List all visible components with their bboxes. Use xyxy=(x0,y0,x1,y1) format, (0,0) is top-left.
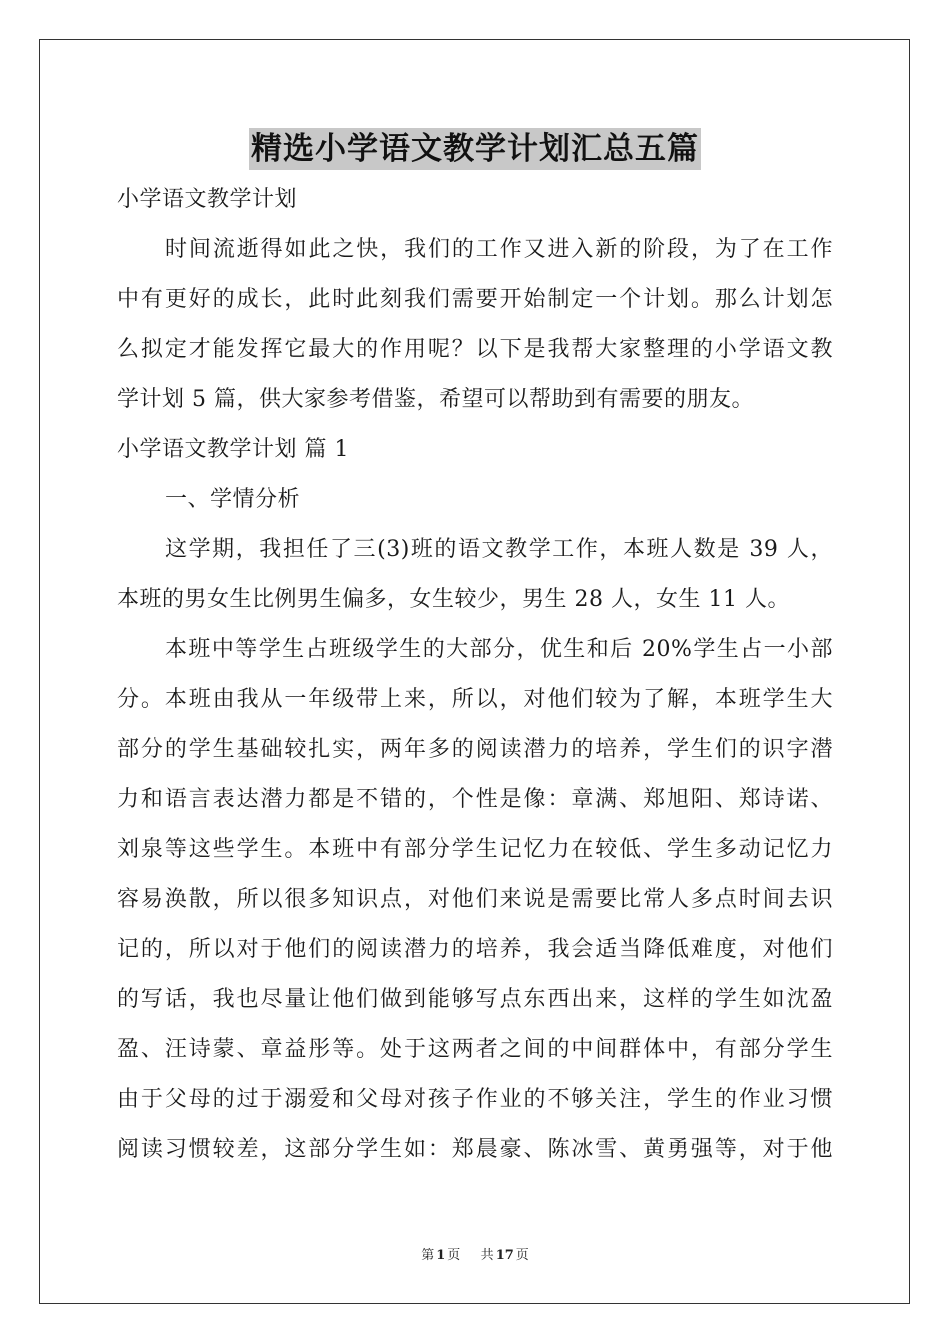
page-footer xyxy=(0,1244,950,1263)
para2-line: 容易涣散，所以很多知识点，对他们来说是需要比常人多点时间去识 xyxy=(117,887,833,912)
para1-line: 这学期，我担任了三(3)班的语文教学工作，本班人数是 39 人， xyxy=(165,537,833,562)
para2-line: 力和语言表达潜力都是不错的，个性是像：章满、郑旭阳、郑诗诺、 xyxy=(117,787,833,812)
para2-line: 记的，所以对于他们的阅读潜力的培养，我会适当降低难度，对他们 xyxy=(117,937,833,962)
document-body xyxy=(117,178,833,1178)
para2-line: 分。本班由我从一年级带上来，所以，对他们较为了解，本班学生大 xyxy=(117,687,833,712)
intro-line: 学计划 5 篇，供大家参考借鉴，希望可以帮助到有需要的朋友。 xyxy=(117,387,754,412)
para2-line: 刘泉等这些学生。本班中有部分学生记忆力在较低、学生多动记忆力 xyxy=(117,837,833,862)
intro-line: 时间流逝得如此之快，我们的工作又进入新的阶段，为了在工作 xyxy=(165,237,833,262)
para2-line: 的写话，我也尽量让他们做到能够写点东西出来，这样的学生如沈盈 xyxy=(117,987,833,1012)
total-pages: 17 xyxy=(495,1248,514,1263)
title-wrap xyxy=(0,128,950,170)
subsection-heading: 一、学情分析 xyxy=(165,487,301,512)
page-indicator xyxy=(419,1248,462,1263)
para1-line: 本班的男女生比例男生偏多，女生较少，男生 28 人，女生 11 人。 xyxy=(117,587,790,612)
para2-line: 本班中等学生占班级学生的大部分，优生和后 20%学生占一小部 xyxy=(165,637,833,662)
page-suffix: 页 xyxy=(447,1248,461,1263)
intro-line: 中有更好的成长，此时此刻我们需要开始制定一个计划。那么计划怎 xyxy=(117,287,833,312)
total-prefix: 共 xyxy=(480,1248,494,1263)
total-indicator xyxy=(479,1248,531,1263)
document-title: 精选小学语文教学计划汇总五篇 xyxy=(249,128,701,170)
para2-line: 盈、汪诗蒙、章益彤等。处于这两者之间的中间群体中，有部分学生 xyxy=(117,1037,833,1062)
total-suffix: 页 xyxy=(515,1248,529,1263)
para2-line: 部分的学生基础较扎实，两年多的阅读潜力的培养，学生们的识字潜 xyxy=(117,737,833,762)
para2-line: 由于父母的过于溺爱和父母对孩子作业的不够关注，学生的作业习惯 xyxy=(117,1087,833,1112)
section-heading: 小学语文教学计划 篇 1 xyxy=(117,437,349,462)
para2-line: 阅读习惯较差，这部分学生如：郑晨豪、陈冰雪、黄勇强等，对于他 xyxy=(117,1137,833,1162)
intro-line: 么拟定才能发挥它最大的作用呢？以下是我帮大家整理的小学语文教 xyxy=(117,337,833,362)
page-number: 1 xyxy=(436,1248,446,1263)
page-prefix: 第 xyxy=(421,1248,435,1263)
subtitle: 小学语文教学计划 xyxy=(117,187,298,212)
